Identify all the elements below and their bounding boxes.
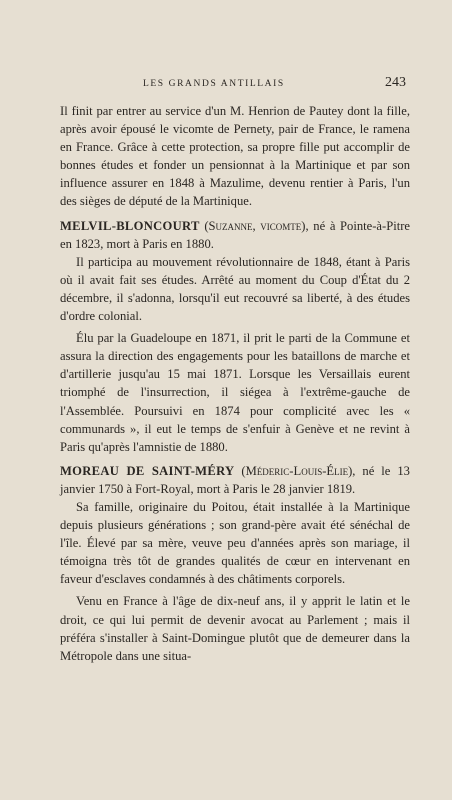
entry-details: , né à Pointe-à-Pitre en 1823, mort à Paris en 1880. <box>60 218 410 251</box>
entry-name: MELVIL-BLONCOURT <box>60 218 200 233</box>
entry-heading-melvil-bloncourt <box>60 217 410 253</box>
paragraph: Il participa au mouvement révolutionnaire de 1848, étant à Paris où il avait fait ses études. Arrêté au moment du Coup d'État du 2 décembre, il s'adonna, lorsqu'il eut recouvré sa liberté, à des études d'ordre colonial. <box>60 254 410 324</box>
paragraph: Sa famille, originaire du Poitou, était installée à la Martinique depuis plusieurs générations ; son grand-père avait été sénéchal de l'île. Élevé par sa mère, veuve peu d'années après son mariage, il témoigna très tôt de grandes qualités de cœur en intervenant en faveur d'esclaves condamnés à des châtiments corporels. <box>60 499 410 587</box>
paragraph: Il finit par entrer au service d'un M. Henrion de Pautey dont la fille, après avoir épousé le vicomte de Pernety, pair de France, le ramena en France. Grâce à cette protection, sa propre fille put accomplir de bonnes études et fonder un pensionnat à la Martinique et par son influence assurer en 1848 à Mazulime, devenu rentier à Paris, l'un des sièges de député de la Martinique. <box>60 104 410 209</box>
page-header <box>60 75 406 95</box>
entry-given-names: (Suzanne, vicomte) <box>204 218 306 233</box>
running-head: LES GRANDS ANTILLAIS <box>143 79 285 89</box>
paragraph: Élu par la Guadeloupe en 1871, il prit le parti de la Commune et assura la direction des engagements pour les bataillons de marche et d'artillerie jusqu'au 15 mai 1871. Lorsque les Versaillais eurent triomphé de l'insurrection, il siégea à l'extrême-gauche de l'Assemblée. Poursuivi en 1874 pour complicité avec les « communards », il eut le temps de s'enfuir à Genève et ne revint à Paris qu'après l'amnistie de 1880. <box>60 331 410 454</box>
entry-name: MOREAU DE SAINT-MÉRY <box>60 463 235 478</box>
entry-heading-moreau-de-saint-mery <box>60 462 410 498</box>
body-text <box>60 102 410 665</box>
page-number: 243 <box>385 75 406 90</box>
paragraph: Venu en France à l'âge de dix-neuf ans, il y apprit le latin et le droit, ce qui lui permit de devenir avocat au Parlement ; mais il préféra s'installer à Saint-Domingue plutôt que de demeurer dans la Métropole dans une situa- <box>60 594 410 663</box>
entry-given-names: (Méderic-Louis-Élie) <box>241 463 353 478</box>
entry-details: , né le 13 janvier 1750 à Fort-Royal, mort à Paris le 28 janvier 1819. <box>60 463 410 496</box>
